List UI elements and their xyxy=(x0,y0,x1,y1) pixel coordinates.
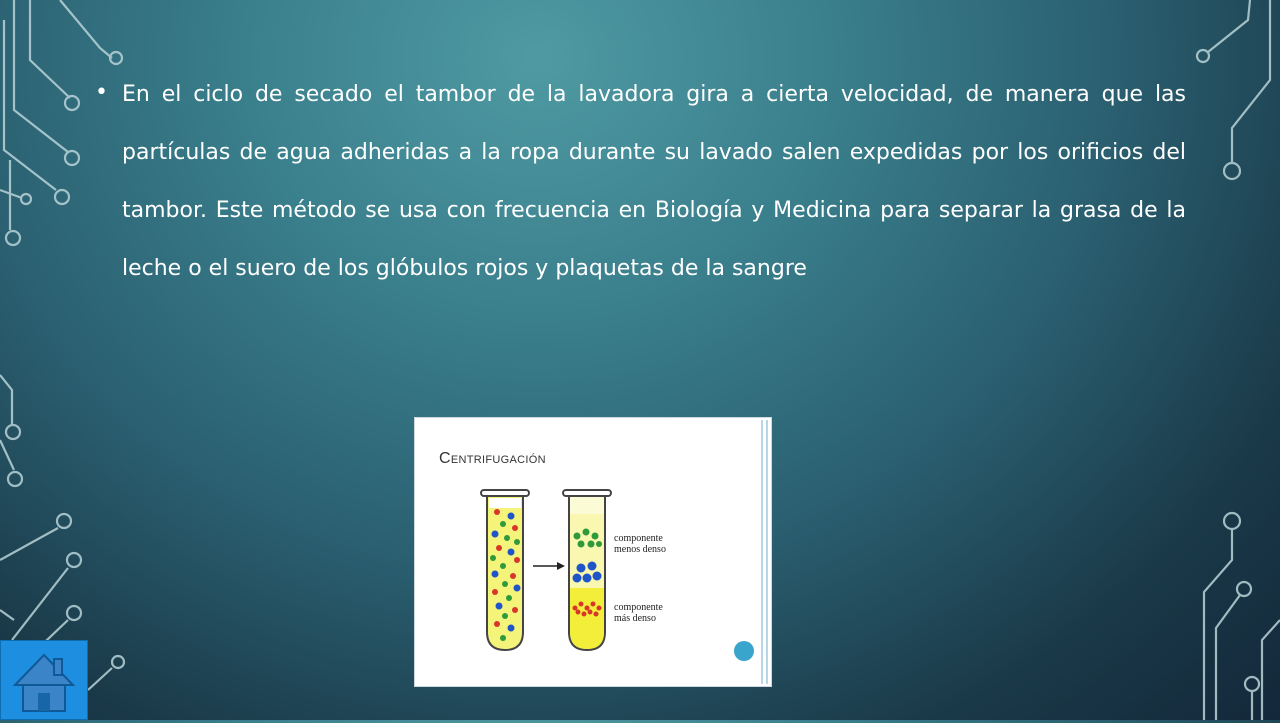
label-less-dense-line1: componente xyxy=(614,533,663,544)
label-more-dense-line1: componente xyxy=(614,602,663,613)
arrow-right-icon xyxy=(533,562,565,570)
home-icon xyxy=(1,641,87,719)
bullet-point-marker: • xyxy=(95,80,108,105)
tube-separated-icon xyxy=(563,490,611,650)
test-tubes-illustration xyxy=(415,418,771,686)
centrifugation-figure xyxy=(415,418,771,686)
label-less-dense-line2: menos denso xyxy=(614,544,666,555)
decorative-dot-icon xyxy=(734,641,754,661)
label-more-dense-line2: más denso xyxy=(614,613,656,624)
label-more-dense xyxy=(614,602,663,624)
figure-title: Centrifugación xyxy=(439,450,546,467)
label-less-dense xyxy=(614,533,666,555)
home-button[interactable] xyxy=(0,640,88,720)
tube-mixed-icon xyxy=(481,490,529,650)
slide-body-text: En el ciclo de secado el tambor de la lavadora gira a cierta velocidad, de manera que las partículas de agua adheridas a la ropa durante su lavado salen expedidas por los orificios del tambor. Este método se usa con frecuencia en Biología y Medicina para separar la grasa de la leche o el suero de los glóbulos rojos y plaquetas de la sangre xyxy=(122,82,1186,281)
